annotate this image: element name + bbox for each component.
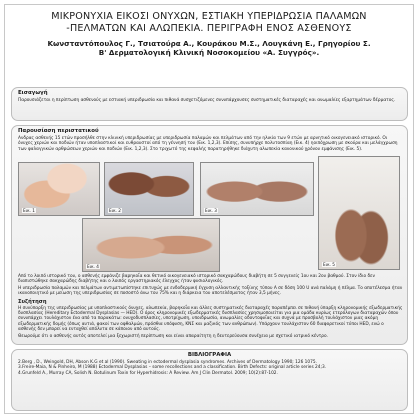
case-treatment: Η υπεριδρωσία παλαμών και πελμάτων αντιμετωπίστηκε επιτυχώς με ενδοδερμική έγχυση αλλαντικής τοξίνης τύπου Α σε δόση 100 U ανά παλάμη ή πέλμα. Το αποτέλεσμα ήταν ικανοποιητικό με μείωση της υπεριδρωσίας σε ποσοστό άνω του 75% και η διάρκεια του αποτελέσματος ήταν 3,5 μήνες. [18,285,403,297]
figure-3-label: Εικ. 3 [205,208,217,213]
poster [4,4,414,414]
reference-list [18,360,401,376]
reference-item: 2.Berg , D., Weingold, DH, Abson K.G et al (1990). Sweating in ectodermal dysplasia syndromes. Archives of Dermatology 1990; 126 1075. [18,360,317,365]
figure-1-hand-nails [18,162,100,216]
introduction-heading: Εισαγωγή [18,90,48,96]
references-panel [11,349,408,411]
poster-title [5,11,413,35]
title-block [5,11,413,57]
authors-names: Κωνσταντόπουλος Γ., Τσιατούρα Α., Κουράκου Μ.Σ., Λουγκάνη Ε., Γρηγορίου Σ. [47,39,371,48]
discussion-conclusion: Θεωρούμε ότι ο ασθενής αυτός αποτελεί μια ξεχωριστή περίπτωση και είναι απαραίτητη η δευτερεύουσα συνέχεια με σχετικό ιατρικό κέντρο. [18,333,328,339]
figure-2-label: Εικ. 2 [109,208,121,213]
case-description: Ανδρας ασθενής 15 ετών προσήλθε στην κλινική υπεριδρωσίας με υπεριδρωσία παλαμών και πελμάτων από την ηλικία των 9 ετών με αρνητικό οικογενειακό ιστορικό. Οι όνυχες χεριών και ποδιών ήταν υποπλαστικοί και ευθραυστοί από τη γέννησή του (Εικ. 1,2,3). Επίσης, συνυπήρχε πολυτοσπίαη (Εικ. 4) ηοιπόχρωση με σκούρα και μελάγχρωση των φαλαγγικών αρθρώσεων χεριών και ποδιών (Εικ. 1,2,3). Στο τριχωτό της κεφαλής παρατηρήθηκε διάχυτη αλωπεκία κανονικού χρόνου εμφάνισης (Εικ. 5). [18,136,398,152]
case-text-bottom [18,273,403,339]
title-line-1: ΜΙΚΡΟΝΥΧΙΑ ΕΙΚΟΣΙ ΟΝΥΧΩΝ, ΕΣΤΙΑΚΗ ΥΠΕΡΙΔΡΩΣΙΑ ΠΑΛΑΜΩΝ [51,11,367,22]
figure-5-label: Εικ. 5 [323,262,335,267]
discussion-text: Η συνύπαρξη της υπεριδρωσίας με υποπλαστικούς όνυχες, αλωπεκία, βαρηκοΐα και άλλες συστηματικές διαταραχές παραπέμπει σε πιθανή ύπαρξη κληρονομικής εξωδερματικής δυσπλασίας (Hereditary Ectodermal Dysplasias — HED). Ο όρος κληρονομικές εξωδερματικές δυσπλασίες χρησιμοποιείται για μια ομάδα κυρίως ετερόλογων διαταραχών όπου συνυπάρχει τουλάχιστον ένα από τα παρακάτω: ονυχοδυσπλασίες, υποτρίχωση, υποιδρωσία, ανωμαλίες οδοντοφυΐας και συχνά με προσβολή τουλάχιστον μιας ακόμη εξωδερματικής δομής (όπως αυτιά, φακοί των οφθαλμών, πρόσθια υπόφυση, ΚΝΣ και μαζικός των ανθρώπων). Υπάρχουν τουλάχιστον 60 διαφορετικοί τύποι HED, ενώ ο ασθενής δεν μπορεί να ενταχθεί απόλυτα σε κάποιον από αυτούς. [18,305,403,333]
case-heading: Παρουσίαση περιστατικού [18,128,99,134]
case-panel [11,125,408,345]
figure-2-hands [104,162,194,216]
references-heading: ΒΙΒΛΙΟΓΡΑΦΙΑ [187,352,232,358]
case-text-top [18,128,403,152]
reference-item: 4.Grunfeld A., Murray CA, Solish N. Botulinum Toxin for Hyperhidrosis: A Review. Am J Clin Dermatol. 2009; 10(2):87-102. [18,370,278,376]
figure-1-label: Εικ. 1 [23,208,35,213]
case-history: Από το λοιπό ιστορικό του, ο ασθενής εμφάνιζε βαρηκοΐα και θετικό οικογενειακό ιστορικό σακχαρώδους διαβήτη σε 5 συγγενείς 1ου και 2ου βαθμού. Στον ίδιο δεν διαπιστώθηκε σακχαρώδης διαβήτης και ο λοιπός εργαστηριακός έλεγχος ήταν φυσιολογικός. [18,274,375,285]
author-list [5,39,413,57]
discussion-heading: Συζήτηση [18,298,47,305]
reference-item: 3.Freire-Maia, N & Pinheiro, M (1988) Ectodermal Dysplasias – some recollections and a classification. Birth Defects: original article series 24;3. [18,365,327,371]
figure-4-label: Εικ. 4 [87,264,99,269]
introduction-panel [11,87,408,121]
introduction-text: Παρουσιάζεται η περίπτωση ασθενούς με εστιακή υπεριδρωσία και πιθανά συσχετιζόμενες συνυπάρχουσες συστηματικές διαταραχές και ανωμαλίες εξαρτημάτων δέρματος. [18,98,396,103]
figure-5-feet [318,156,400,270]
authors-affiliation: Β' Δερματολογική Κλινική Νοσοκομείου «Α. Συγγρός». [98,48,320,57]
figure-3-hands [200,162,314,216]
title-line-2: -ΠΕΛΜΑΤΩΝ ΚΑΙ ΑΛΩΠΕΚΙΑ. ΠΕΡΙΓΡΑΦΗ ΕΝΟΣ ΑΣΘΕΝΟΥΣ [66,23,352,34]
figure-4-feet [82,218,220,272]
